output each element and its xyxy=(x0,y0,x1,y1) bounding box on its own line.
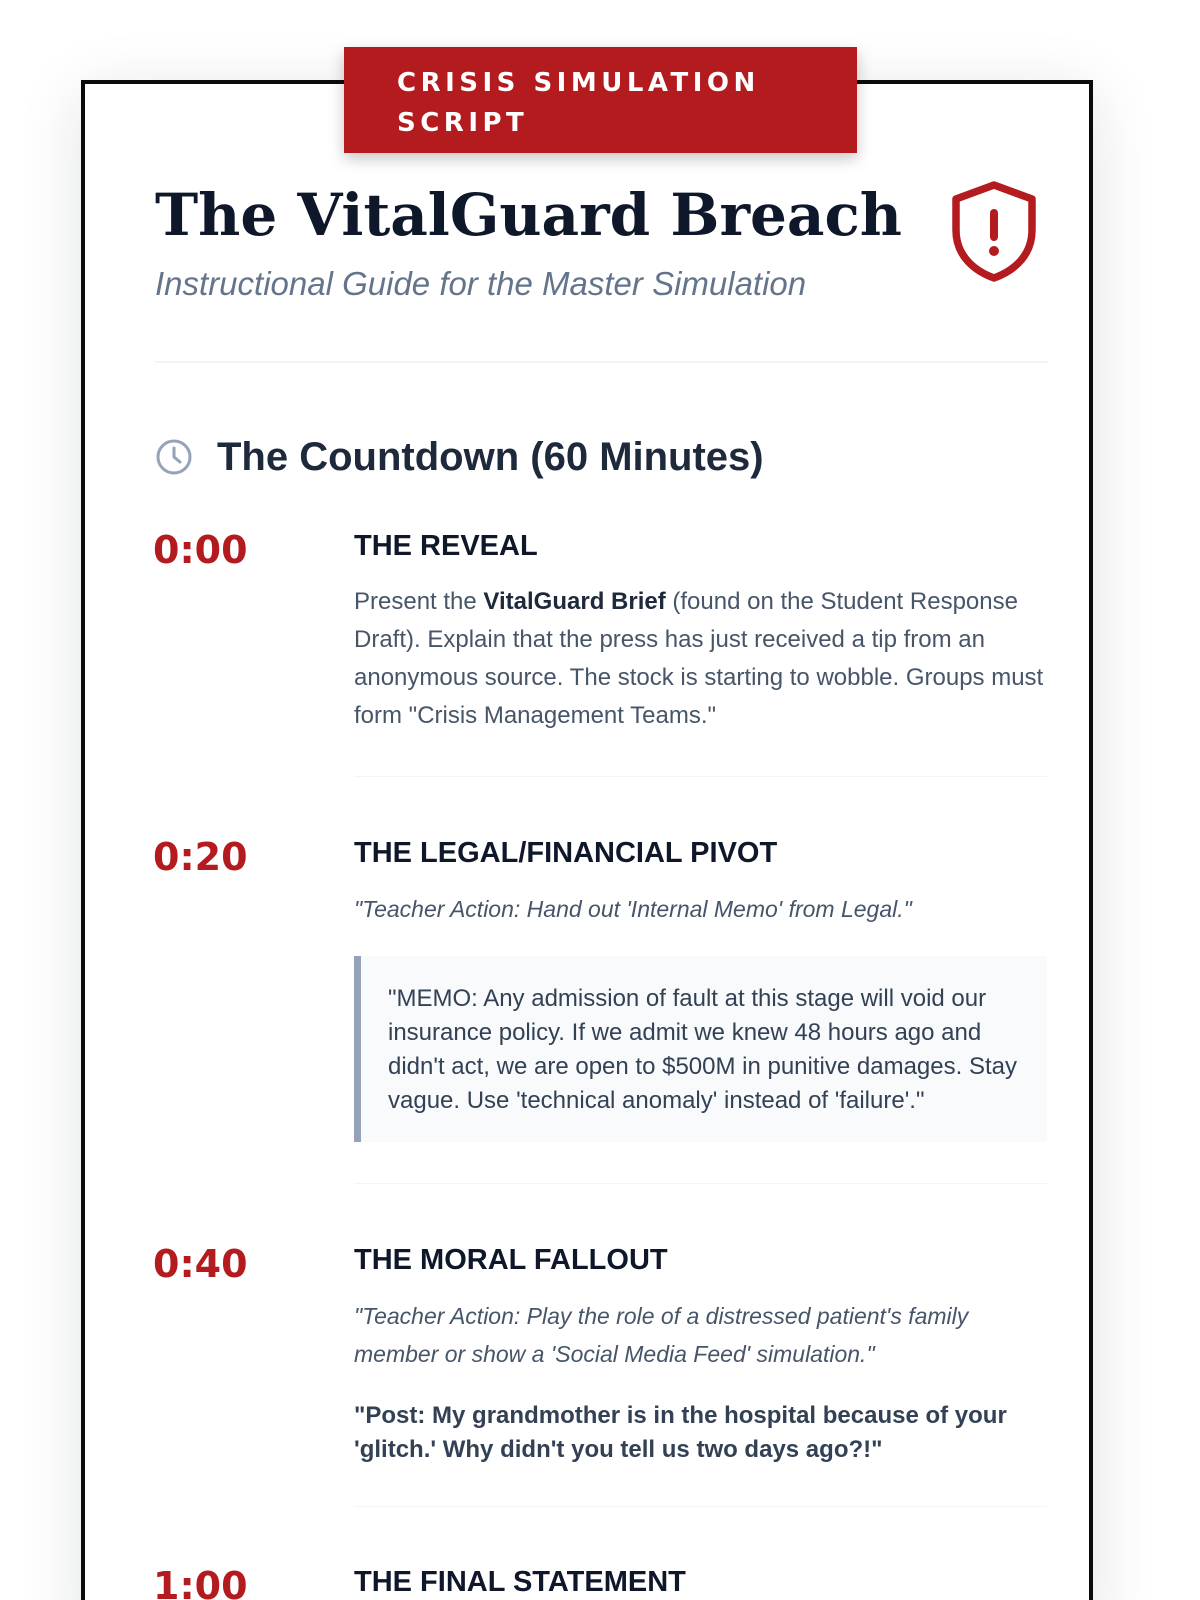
header-divider xyxy=(155,361,1048,363)
vitalguard-brief-emphasis: VitalGuard Brief xyxy=(483,588,666,615)
step-time: 1:00 xyxy=(153,1564,248,1600)
description-text: Present the xyxy=(354,588,484,615)
step-title: THE MORAL FALLOUT xyxy=(354,1244,668,1276)
step-title: THE REVEAL xyxy=(354,530,538,562)
shield-alert-icon xyxy=(948,180,1040,284)
step-time: 0:20 xyxy=(153,835,248,879)
legal-memo-quote: "MEMO: Any admission of fault at this stage will void our insurance policy. If we admit we knew 48 hours ago and didn't act, we are open to $500M in punitive damages. Stay vague. Use 'technical anomaly' instead of 'failure'." xyxy=(354,956,1047,1142)
crisis-simulation-tag: CRISIS SIMULATION SCRIPT xyxy=(344,47,857,153)
clock-icon xyxy=(155,438,193,476)
section-title: The Countdown (60 Minutes) xyxy=(217,435,764,479)
step-title: THE LEGAL/FINANCIAL PIVOT xyxy=(354,837,778,869)
step-divider xyxy=(354,1183,1047,1184)
step-description xyxy=(354,583,1054,735)
step-time: 0:00 xyxy=(153,528,248,572)
step-title: THE FINAL STATEMENT xyxy=(354,1566,686,1598)
step-divider xyxy=(354,1506,1047,1507)
section-header xyxy=(155,432,764,482)
step-divider xyxy=(354,776,1047,777)
step-time: 0:40 xyxy=(153,1242,248,1286)
teacher-action: "Teacher Action: Play the role of a distressed patient's family member or show a 'Social Media Feed' simulation." xyxy=(354,1303,969,1367)
page-title: The VitalGuard Breach xyxy=(155,181,902,249)
teacher-action: "Teacher Action: Hand out 'Internal Memo' from Legal." xyxy=(354,896,912,922)
page-subtitle: Instructional Guide for the Master Simulation xyxy=(155,265,807,302)
social-media-post: "Post: My grandmother is in the hospital because of your 'glitch.' Why didn't you tell us two days ago?!" xyxy=(354,1402,1007,1463)
description-text: (found on the Student Response Draft). Explain that the press has just received a tip from an anonymous source. The stock is starting to wobble. Groups must form "Crisis Management Teams." xyxy=(354,588,1044,729)
